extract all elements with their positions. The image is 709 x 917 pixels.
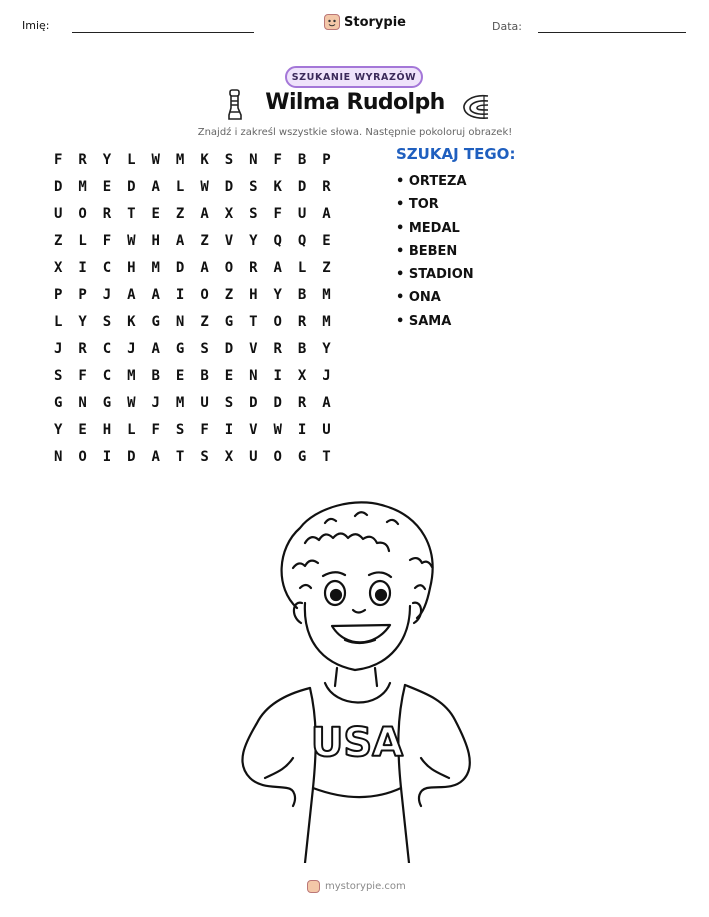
- date-label: Data:: [492, 20, 522, 33]
- footer: [307, 880, 406, 893]
- grid-row: [46, 308, 339, 335]
- grid-letter[interactable]: N: [249, 367, 258, 384]
- grid-letter[interactable]: R: [102, 205, 112, 222]
- grid-letter[interactable]: U: [297, 205, 307, 222]
- grid-letter[interactable]: C: [102, 340, 112, 357]
- grid-letter[interactable]: D: [273, 394, 282, 411]
- grid-letter[interactable]: F: [200, 421, 209, 438]
- grid-letter[interactable]: Y: [322, 340, 331, 357]
- grid-letter[interactable]: F: [53, 151, 63, 168]
- grid-row: [46, 254, 339, 281]
- grid-letter[interactable]: R: [297, 313, 307, 330]
- grid-letter[interactable]: A: [151, 340, 160, 357]
- word-item: • ORTEZA: [396, 174, 467, 189]
- grid-letter[interactable]: A: [151, 178, 160, 195]
- grid-letter[interactable]: B: [200, 367, 209, 384]
- grid-letter[interactable]: S: [224, 394, 234, 411]
- grid-letter[interactable]: X: [224, 448, 234, 465]
- grid-letter[interactable]: R: [249, 259, 258, 276]
- grid-letter[interactable]: O: [78, 205, 87, 222]
- grid-letter[interactable]: Y: [78, 313, 87, 330]
- storypie-icon: [307, 880, 320, 893]
- grid-letter[interactable]: L: [297, 259, 307, 276]
- grid-letter[interactable]: N: [249, 151, 258, 168]
- grid-letter[interactable]: O: [200, 286, 209, 303]
- grid-letter[interactable]: U: [249, 448, 258, 465]
- grid-letter[interactable]: G: [175, 340, 185, 357]
- grid-letter[interactable]: O: [273, 313, 282, 330]
- grid-letter[interactable]: E: [78, 421, 87, 438]
- grid-letter[interactable]: Z: [200, 313, 209, 330]
- grid-letter[interactable]: A: [200, 259, 209, 276]
- grid-letter[interactable]: M: [175, 394, 185, 411]
- grid-letter[interactable]: J: [102, 286, 112, 303]
- instructions: Znajdź i zakreśl wszystkie słowa. Następnie pokoloruj obrazek!: [197, 127, 513, 138]
- word-item: • TOR: [396, 197, 439, 213]
- grid-letter[interactable]: D: [249, 394, 258, 411]
- grid-row: [46, 362, 339, 389]
- word-list-title: SZUKAJ TEGO:: [396, 145, 516, 163]
- grid-letter[interactable]: A: [273, 259, 282, 276]
- grid-letter[interactable]: X: [53, 259, 63, 276]
- grid-letter[interactable]: D: [297, 178, 307, 195]
- grid-letter[interactable]: D: [53, 178, 63, 195]
- grid-letter[interactable]: D: [224, 178, 234, 195]
- grid-letter[interactable]: L: [53, 313, 63, 330]
- grid-letter[interactable]: J: [127, 340, 136, 357]
- grid-letter[interactable]: H: [249, 286, 258, 303]
- grid-letter[interactable]: N: [175, 313, 185, 330]
- grid-letter[interactable]: K: [200, 151, 209, 168]
- word-item: • ONA: [396, 290, 441, 306]
- grid-letter[interactable]: D: [175, 259, 185, 276]
- grid-letter[interactable]: A: [151, 448, 160, 465]
- coloring-illustration: [205, 488, 505, 867]
- name-label: Imię:: [22, 19, 50, 32]
- grid-letter[interactable]: M: [175, 151, 185, 168]
- grid-letter[interactable]: M: [127, 367, 136, 384]
- grid-letter[interactable]: S: [175, 421, 185, 438]
- grid-letter[interactable]: A: [322, 394, 331, 411]
- grid-letter[interactable]: P: [53, 286, 63, 303]
- grid-letter[interactable]: S: [249, 205, 258, 222]
- grid-letter[interactable]: G: [53, 394, 63, 411]
- grid-letter[interactable]: J: [322, 367, 331, 384]
- grid-letter[interactable]: W: [127, 394, 136, 411]
- grid-letter[interactable]: S: [200, 448, 209, 465]
- grid-letter[interactable]: A: [127, 286, 136, 303]
- grid-letter[interactable]: R: [322, 178, 331, 195]
- grid-letter[interactable]: E: [224, 367, 234, 384]
- grid-row: [46, 335, 339, 362]
- grid-letter[interactable]: U: [53, 205, 63, 222]
- grid-letter[interactable]: V: [249, 421, 258, 438]
- grid-letter[interactable]: F: [78, 367, 87, 384]
- grid-row: [46, 443, 339, 470]
- grid-letter[interactable]: F: [102, 232, 112, 249]
- brand-name: Storypie: [344, 14, 406, 30]
- grid-letter[interactable]: W: [273, 421, 282, 438]
- grid-letter[interactable]: I: [102, 448, 112, 465]
- grid-letter[interactable]: G: [151, 313, 160, 330]
- grid-letter[interactable]: Z: [322, 259, 331, 276]
- grid-letter[interactable]: T: [322, 448, 331, 465]
- grid-letter[interactable]: Z: [224, 286, 234, 303]
- grid-letter[interactable]: Y: [273, 286, 282, 303]
- grid-letter[interactable]: L: [78, 232, 87, 249]
- grid-letter[interactable]: S: [224, 151, 234, 168]
- footer-url[interactable]: mystorypie.com: [325, 881, 406, 892]
- grid-letter[interactable]: G: [224, 313, 234, 330]
- grid-letter[interactable]: M: [151, 259, 160, 276]
- grid-letter[interactable]: E: [175, 367, 185, 384]
- grid-letter[interactable]: A: [151, 286, 160, 303]
- grid-letter[interactable]: N: [53, 448, 63, 465]
- grid-letter[interactable]: I: [297, 421, 307, 438]
- grid-letter[interactable]: Q: [273, 232, 282, 249]
- date-line[interactable]: [538, 32, 686, 33]
- grid-letter[interactable]: Z: [200, 232, 209, 249]
- grid-letter[interactable]: S: [249, 178, 258, 195]
- grid-letter[interactable]: R: [297, 394, 307, 411]
- grid-letter[interactable]: F: [151, 421, 160, 438]
- grid-letter[interactable]: H: [102, 421, 112, 438]
- grid-letter[interactable]: A: [322, 205, 331, 222]
- grid-letter[interactable]: I: [78, 259, 87, 276]
- word-item: • MEDAL: [396, 220, 460, 236]
- page-title: Wilma Rudolph: [265, 90, 445, 115]
- grid-letter[interactable]: R: [273, 340, 282, 357]
- grid-row: [46, 227, 339, 254]
- grid-letter[interactable]: P: [322, 151, 331, 168]
- running-track-icon: [460, 92, 492, 126]
- grid-letter[interactable]: G: [297, 448, 307, 465]
- grid-letter[interactable]: S: [53, 367, 63, 384]
- grid-letter[interactable]: F: [273, 205, 282, 222]
- grid-row: [46, 173, 339, 200]
- grid-letter[interactable]: T: [249, 313, 258, 330]
- grid-letter[interactable]: E: [322, 232, 331, 249]
- grid-letter[interactable]: I: [224, 421, 234, 438]
- grid-letter[interactable]: I: [273, 367, 282, 384]
- grid-row: [46, 416, 339, 443]
- grid-letter[interactable]: G: [102, 394, 112, 411]
- grid-letter[interactable]: D: [127, 448, 136, 465]
- grid-letter[interactable]: J: [151, 394, 160, 411]
- grid-letter[interactable]: V: [249, 340, 258, 357]
- grid-letter[interactable]: H: [127, 259, 136, 276]
- prosthetic-leg-icon: [221, 88, 247, 126]
- grid-letter[interactable]: L: [175, 178, 185, 195]
- grid-letter[interactable]: T: [175, 448, 185, 465]
- grid-letter[interactable]: K: [127, 313, 136, 330]
- face: [294, 572, 421, 670]
- grid-letter[interactable]: V: [224, 232, 234, 249]
- grid-letter[interactable]: L: [127, 421, 136, 438]
- word-item: • STADION: [396, 267, 474, 283]
- word-list: [396, 170, 474, 333]
- grid-letter[interactable]: K: [273, 178, 282, 195]
- word-search-badge: SZUKANIE WYRAZÓW: [285, 66, 423, 88]
- word-item: • SAMA: [396, 313, 452, 329]
- grid-letter[interactable]: S: [102, 313, 112, 330]
- grid-letter[interactable]: A: [200, 205, 209, 222]
- storypie-icon: [324, 14, 340, 30]
- word-item: • BEBEN: [396, 243, 458, 259]
- grid-letter[interactable]: O: [224, 259, 234, 276]
- grid-letter[interactable]: D: [127, 178, 136, 195]
- grid-letter[interactable]: W: [200, 178, 209, 195]
- letter-grid: [46, 146, 339, 470]
- grid-letter[interactable]: Y: [53, 421, 63, 438]
- grid-letter[interactable]: Y: [102, 151, 112, 168]
- grid-letter[interactable]: Z: [53, 232, 63, 249]
- grid-letter[interactable]: O: [78, 448, 87, 465]
- grid-row: [46, 389, 339, 416]
- grid-letter[interactable]: W: [127, 232, 136, 249]
- grid-letter[interactable]: R: [78, 340, 87, 357]
- grid-letter[interactable]: C: [102, 259, 112, 276]
- grid-letter[interactable]: M: [322, 313, 331, 330]
- grid-letter[interactable]: D: [224, 340, 234, 357]
- grid-letter[interactable]: Z: [175, 205, 185, 222]
- grid-letter[interactable]: U: [200, 394, 209, 411]
- grid-letter[interactable]: I: [175, 286, 185, 303]
- brand-logo: [324, 14, 406, 30]
- grid-letter[interactable]: B: [297, 151, 307, 168]
- grid-letter[interactable]: A: [175, 232, 185, 249]
- name-line[interactable]: [72, 32, 254, 33]
- grid-letter[interactable]: Q: [297, 232, 307, 249]
- grid-letter[interactable]: E: [102, 178, 112, 195]
- grid-letter[interactable]: U: [322, 421, 331, 438]
- grid-letter[interactable]: X: [224, 205, 234, 222]
- grid-letter[interactable]: C: [102, 367, 112, 384]
- grid-letter[interactable]: X: [297, 367, 307, 384]
- grid-letter[interactable]: B: [297, 340, 307, 357]
- grid-letter[interactable]: Y: [249, 232, 258, 249]
- grid-letter[interactable]: W: [151, 151, 160, 168]
- grid-letter[interactable]: B: [151, 367, 160, 384]
- grid-letter[interactable]: F: [273, 151, 282, 168]
- grid-letter[interactable]: S: [200, 340, 209, 357]
- grid-letter[interactable]: J: [53, 340, 63, 357]
- grid-letter[interactable]: M: [78, 178, 87, 195]
- grid-letter[interactable]: P: [78, 286, 87, 303]
- grid-row: [46, 146, 339, 173]
- grid-row: [46, 281, 339, 308]
- grid-letter[interactable]: T: [127, 205, 136, 222]
- grid-letter[interactable]: M: [322, 286, 331, 303]
- hair-curls: [282, 502, 433, 618]
- shirt-lettering: USA: [310, 720, 404, 766]
- grid-letter[interactable]: H: [151, 232, 160, 249]
- grid-letter[interactable]: L: [127, 151, 136, 168]
- grid-letter[interactable]: R: [78, 151, 87, 168]
- grid-row: [46, 200, 339, 227]
- grid-letter[interactable]: O: [273, 448, 282, 465]
- grid-letter[interactable]: N: [78, 394, 87, 411]
- grid-letter[interactable]: B: [297, 286, 307, 303]
- grid-letter[interactable]: E: [151, 205, 160, 222]
